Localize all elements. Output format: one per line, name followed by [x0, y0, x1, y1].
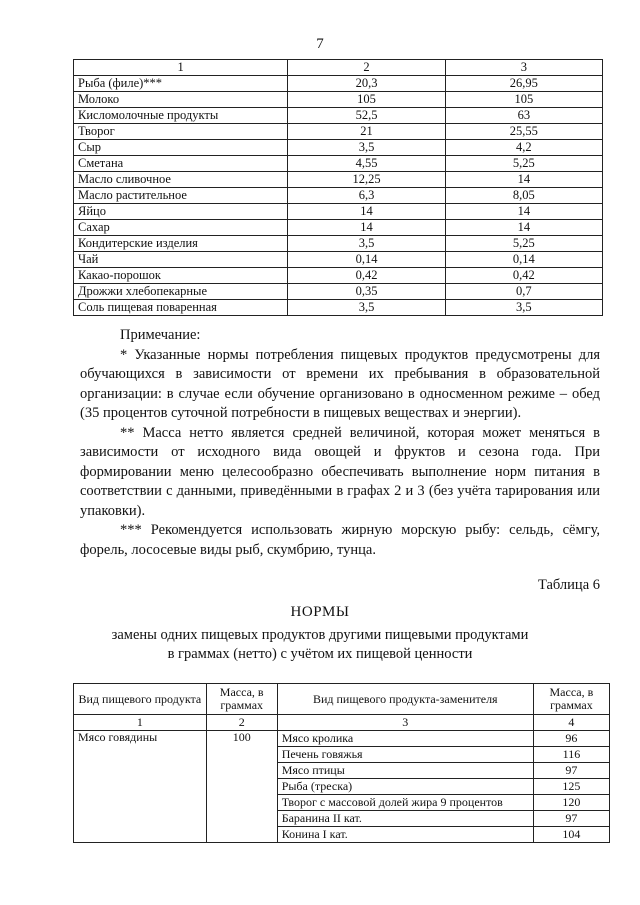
substitute-mass: 104 — [533, 827, 609, 843]
table-row — [74, 220, 603, 236]
product-mass-cell: 100 — [206, 731, 277, 843]
table-row — [74, 172, 603, 188]
table-row — [74, 252, 603, 268]
value-cell: 0,7 — [445, 284, 602, 300]
value-cell: 14 — [445, 204, 602, 220]
substitution-table — [73, 683, 610, 843]
note-3: *** Рекомендуется использовать жирную морскую рыбу: сельдь, сёмгу, форель, лососевые виды рыб, скумбрию, тунца. — [80, 522, 600, 558]
table-row — [74, 140, 603, 156]
header-cell: Масса, в граммах — [206, 684, 277, 715]
substitute-name: Творог с массовой долей жира 9 процентов — [277, 795, 533, 811]
value-cell: 3,5 — [288, 236, 445, 252]
table-row — [74, 284, 603, 300]
table-row — [74, 236, 603, 252]
value-cell: 105 — [445, 92, 602, 108]
product-name-cell: Рыба (филе)*** — [74, 76, 288, 92]
value-cell: 4,2 — [445, 140, 602, 156]
product-cell: Мясо говядины — [74, 731, 207, 843]
product-name-cell: Яйцо — [74, 204, 288, 220]
section-title: НОРМЫ — [290, 604, 350, 620]
value-cell: 3,5 — [288, 140, 445, 156]
table-row — [74, 76, 603, 92]
value-cell: 14 — [288, 204, 445, 220]
table-row — [74, 300, 603, 316]
substitute-name: Мясо кролика — [277, 731, 533, 747]
table-row — [74, 92, 603, 108]
substitute-name: Рыба (треска) — [277, 779, 533, 795]
substitute-mass: 125 — [533, 779, 609, 795]
header-cell: 3 — [445, 60, 602, 76]
notes-block — [80, 326, 600, 560]
table-row — [74, 156, 603, 172]
norms-table-continuation — [73, 59, 603, 316]
number-cell: 2 — [206, 715, 277, 731]
number-cell: 4 — [533, 715, 609, 731]
header-cell: Вид пищевого продукта-заменителя — [277, 684, 533, 715]
value-cell: 0,14 — [445, 252, 602, 268]
product-name-cell: Чай — [74, 252, 288, 268]
table-row — [74, 731, 610, 747]
value-cell: 20,3 — [288, 76, 445, 92]
table-row — [74, 108, 603, 124]
header-cell: 1 — [74, 60, 288, 76]
substitute-mass: 96 — [533, 731, 609, 747]
value-cell: 63 — [445, 108, 602, 124]
product-name-cell: Сметана — [74, 156, 288, 172]
value-cell: 14 — [445, 220, 602, 236]
value-cell: 21 — [288, 124, 445, 140]
product-name-cell: Масло растительное — [74, 188, 288, 204]
product-name-cell: Сыр — [74, 140, 288, 156]
table-number-row — [74, 715, 610, 731]
substitute-mass: 97 — [533, 763, 609, 779]
product-name-cell: Кисломолочные продукты — [74, 108, 288, 124]
value-cell: 105 — [288, 92, 445, 108]
value-cell: 52,5 — [288, 108, 445, 124]
table-label: Таблица 6 — [537, 577, 600, 593]
note-1: * Указанные нормы потребления пищевых продуктов предусмотрены для обучающихся в зависимости от времени их пребывания в образовательной организации: в случае если обучение организовано в односменном режиме – обед (35 процентов суточной потребности в пищевых веществах и энергии). — [80, 346, 600, 421]
substitute-mass: 97 — [533, 811, 609, 827]
value-cell: 3,5 — [288, 300, 445, 316]
subtitle-line-1: замены одних пищевых продуктов другими пищевыми продуктами — [111, 627, 529, 643]
product-name-cell: Кондитерские изделия — [74, 236, 288, 252]
product-name-cell: Соль пищевая поваренная — [74, 300, 288, 316]
product-name-cell: Масло сливочное — [74, 172, 288, 188]
product-name-cell: Какао-порошок — [74, 268, 288, 284]
value-cell: 12,25 — [288, 172, 445, 188]
product-name-cell: Творог — [74, 124, 288, 140]
number-cell: 1 — [74, 715, 207, 731]
section-subtitle — [60, 626, 580, 664]
value-cell: 0,14 — [288, 252, 445, 268]
table-header-row — [74, 684, 610, 715]
note-2: ** Масса нетто является средней величиной, которая может меняться в зависимости от исходного вида овощей и фруктов и сезона года. При формировании меню целесообразно обеспечивать выполнение норм питания в соответствии с данными, приведёнными в графах 2 и 3 (без учёта тарирования или упаковки). — [80, 424, 600, 519]
table-row — [74, 124, 603, 140]
header-cell: Масса, в граммах — [533, 684, 609, 715]
value-cell: 0,35 — [288, 284, 445, 300]
substitute-mass: 120 — [533, 795, 609, 811]
notes-label: Примечание: — [120, 327, 201, 343]
value-cell: 3,5 — [445, 300, 602, 316]
product-name-cell: Сахар — [74, 220, 288, 236]
substitute-name: Конина I кат. — [277, 827, 533, 843]
header-cell: Вид пищевого продукта — [74, 684, 207, 715]
product-name-cell: Молоко — [74, 92, 288, 108]
value-cell: 26,95 — [445, 76, 602, 92]
table-row — [74, 268, 603, 284]
value-cell: 14 — [445, 172, 602, 188]
substitute-name: Баранина II кат. — [277, 811, 533, 827]
subtitle-line-2: в граммах (нетто) с учётом их пищевой ценности — [167, 646, 473, 662]
table-row — [74, 204, 603, 220]
value-cell: 0,42 — [445, 268, 602, 284]
table-header-row — [74, 60, 603, 76]
substitute-name: Мясо птицы — [277, 763, 533, 779]
number-cell: 3 — [277, 715, 533, 731]
value-cell: 5,25 — [445, 156, 602, 172]
table-row — [74, 188, 603, 204]
value-cell: 4,55 — [288, 156, 445, 172]
substitute-name: Печень говяжья — [277, 747, 533, 763]
value-cell: 25,55 — [445, 124, 602, 140]
value-cell: 8,05 — [445, 188, 602, 204]
value-cell: 14 — [288, 220, 445, 236]
substitute-mass: 116 — [533, 747, 609, 763]
value-cell: 0,42 — [288, 268, 445, 284]
value-cell: 5,25 — [445, 236, 602, 252]
header-cell: 2 — [288, 60, 445, 76]
product-name-cell: Дрожжи хлебопекарные — [74, 284, 288, 300]
page-number: 7 — [316, 36, 324, 52]
value-cell: 6,3 — [288, 188, 445, 204]
